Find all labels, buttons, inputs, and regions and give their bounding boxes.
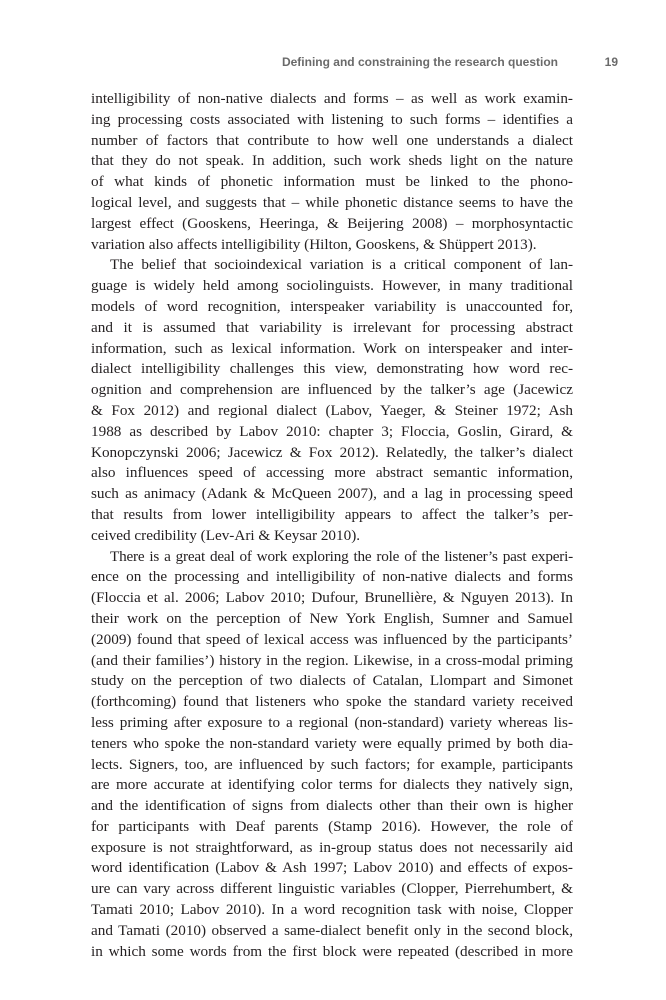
text-line: logical level, and suggests that – while phonetic distance seems to have the [91,193,573,211]
text-line: number of factors that contribute to how well one understands a dialect [91,131,573,149]
text-line: information, such as lexical information. Work on interspeaker and inter- [91,339,573,357]
paragraph-1 [91,89,573,255]
text-line: models of word recognition, interspeaker variability is unaccounted for, [91,297,573,315]
text-line: and it is assumed that variability is irrelevant for processing abstract [91,318,573,336]
text-line: There is a great deal of work exploring the role of the listener’s past experi- [110,547,573,565]
text-line: that they do not speak. In addition, such work sheds light on the nature [91,152,573,170]
text-line: variation also affects intelligibility (Hilton, Gooskens, & Shüppert 2013). [91,235,537,253]
text-line: dialect intelligibility challenges this view, demonstrating how word rec- [91,360,573,378]
text-line: less priming after exposure to a regional (non-standard) variety whereas lis- [91,713,573,731]
text-line: ence on the processing and intelligibility of non-native dialects and forms [91,568,573,586]
text-line: ing processing costs associated with listening to such forms – identifies a [91,110,573,128]
text-line: (forthcoming) found that listeners who spoke the standard variety received [91,693,573,711]
body-text [91,89,573,962]
running-head-title: Defining and constraining the research question [281,55,558,69]
text-line: and the identification of signs from dialects other than their own is higher [91,797,573,815]
text-line: for participants with Deaf parents (Stamp 2016). However, the role of [91,817,573,835]
text-line: & Fox 2012) and regional dialect (Labov, Yaeger, & Steiner 1972; Ash [91,401,573,419]
running-head [90,55,618,75]
text-line: teners who spoke the non-standard variety were equally primed by both dia- [91,734,573,752]
text-line: word identification (Labov & Ash 1997; Labov 2010) and effects of expos- [91,859,573,877]
paragraph-2 [91,255,573,546]
text-line: (and their families’) history in the region. Likewise, in a cross-modal priming [91,651,573,669]
text-line: (Floccia et al. 2006; Labov 2010; Dufour, Brunellière, & Nguyen 2013). In [91,589,573,607]
text-line: lects. Signers, too, are influenced by such factors; for example, participants [91,755,573,773]
text-line: The belief that socioindexical variation is a critical component of lan- [110,256,573,274]
text-line: ognition and comprehension are influenced by the talker’s age (Jacewicz [91,381,573,399]
text-line: guage is widely held among sociolinguists. However, in many traditional [91,277,573,295]
text-line: their work on the perception of New York English, Sumner and Samuel [91,609,573,627]
text-line: exposure is not straightforward, as in-group status does not necessarily aid [91,838,573,856]
text-line: Konopczynski 2006; Jacewicz & Fox 2012). Relatedly, the talker’s dialect [91,443,573,461]
text-line: 1988 as described by Labov 2010: chapter 3; Floccia, Goslin, Girard, & [91,422,573,440]
page-number: 19 [604,55,618,69]
text-line: intelligibility of non-native dialects and forms – as well as work examin- [91,90,573,107]
text-line: are more accurate at identifying color terms for dialects they natively sign, [91,776,573,794]
text-line: ure can vary across different linguistic variables (Clopper, Pierrehumbert, & [91,880,573,898]
text-line: (2009) found that speed of lexical access was influenced by the participants’ [91,630,573,648]
text-line: of what kinds of phonetic information must be linked to the phono- [91,173,573,191]
text-line: study on the perception of two dialects of Catalan, Llompart and Simonet [91,672,573,690]
text-line: such as animacy (Adank & McQueen 2007), and a lag in processing speed [91,485,573,503]
paragraph-3 [91,547,573,963]
text-line: and Tamati (2010) observed a same-dialect benefit only in the second block, [91,921,573,939]
text-line: also influences speed of accessing more abstract semantic information, [91,464,573,482]
text-line: that results from lower intelligibility appears to affect the talker’s per- [91,505,573,523]
text-line: Tamati 2010; Labov 2010). In a word recognition task with noise, Clopper [91,901,573,919]
text-line: in which some words from the first block were repeated (described in more [91,942,573,960]
text-line: ceived credibility (Lev-Ari & Keysar 2010). [91,526,361,544]
text-line: largest effect (Gooskens, Heeringa, & Beijering 2008) – morphosyntactic [91,214,573,232]
